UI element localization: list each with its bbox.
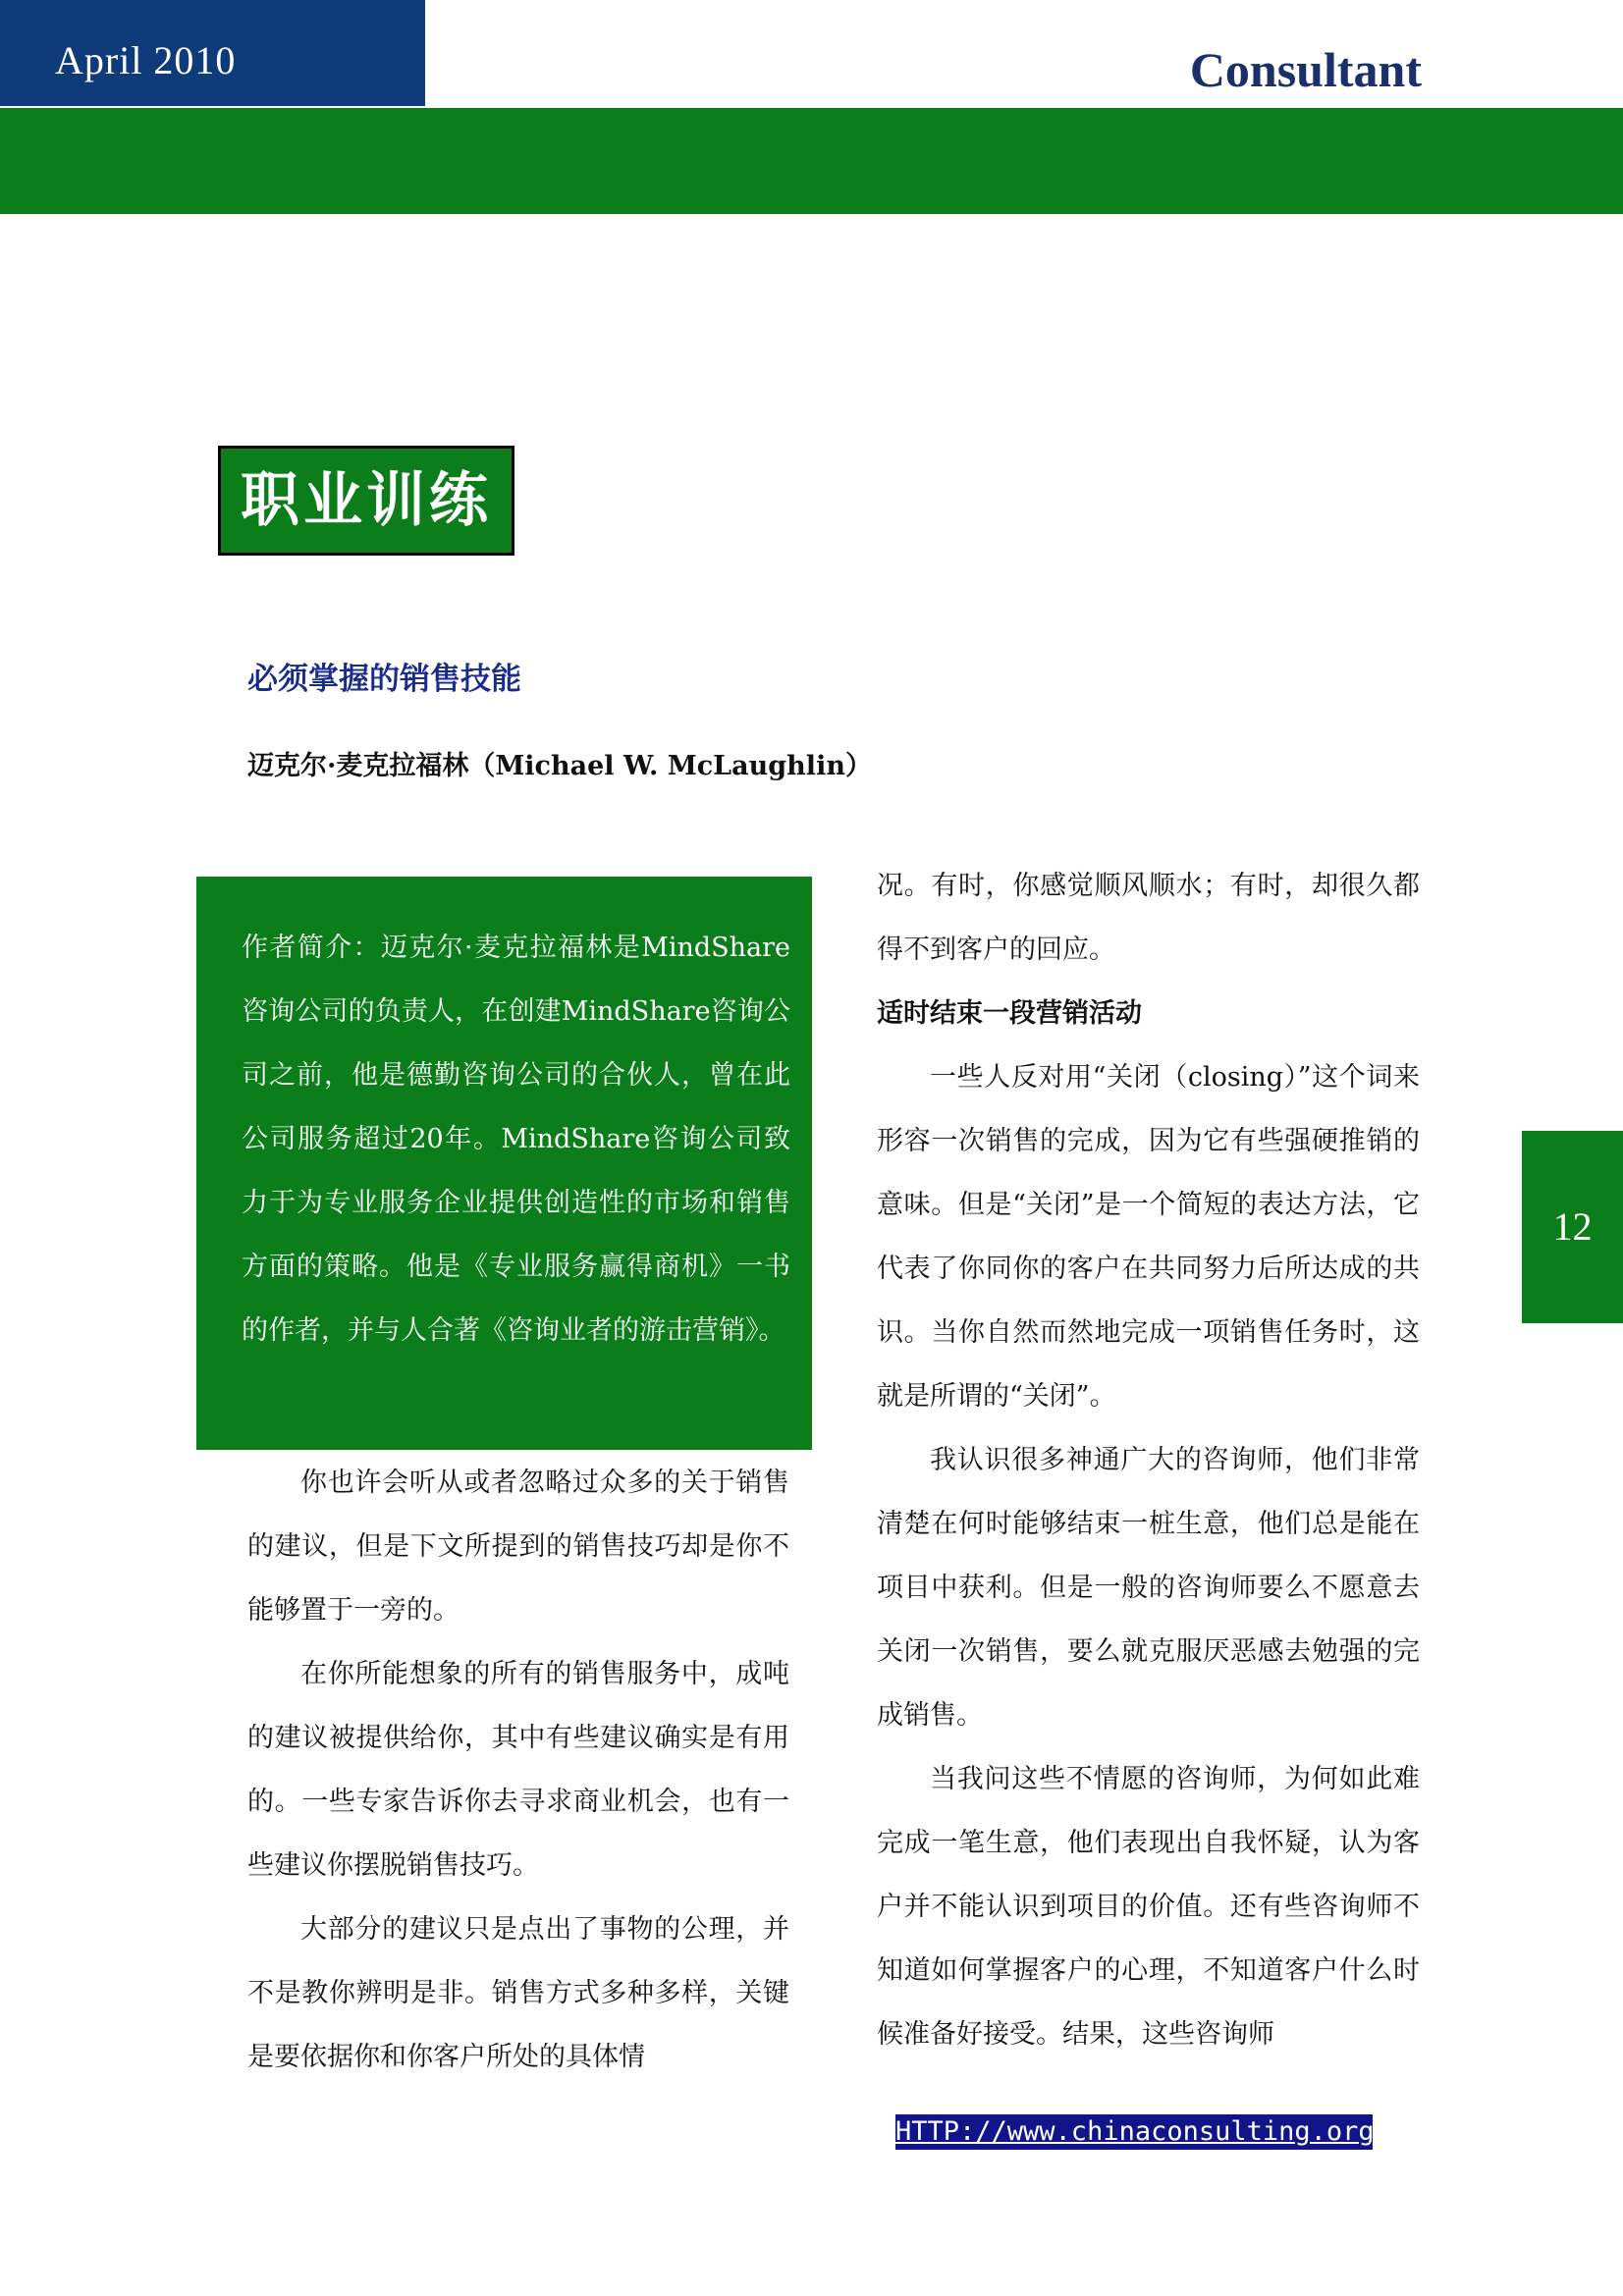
section-title: 职业训练: [218, 446, 514, 556]
article-author: 迈克尔·麦克拉福林（Michael W. McLaughlin）: [247, 751, 872, 781]
body-paragraph: 一些人反对用“关闭（closing）”这个词来形容一次销售的完成，因为它有些强硬推销的意味。但是“关闭”是一个简短的表达方法，它代表了你同你的客户在共同努力后所达成的共识。当你自然而然地完成一项销售任务时，这就是所谓的“关闭”。: [877, 1062, 1420, 1412]
header-date-block: [0, 0, 425, 106]
website-link[interactable]: HTTP://www.chinaconsulting.org.cn: [895, 2114, 1373, 2150]
header-green-band: [0, 108, 1623, 214]
body-paragraph: 你也许会听从或者忽略过众多的关于销售的建议，但是下文所提到的销售技巧却是你不能够置于一旁的。: [247, 1468, 789, 1626]
author-bio-box: [196, 877, 812, 1450]
magazine-brand: Consultant: [1189, 42, 1422, 97]
body-paragraph: 我认识很多神通广大的咨询师，他们非常清楚在何时能够结束一桩生意，他们总是能在项目中获利。但是一般的咨询师要么不愿意去关闭一次销售，要么就克服厌恶感去勉强的完成销售。: [877, 1445, 1420, 1731]
issue-date: April 2010: [55, 38, 237, 82]
page-number: 12: [1552, 1204, 1593, 1249]
body-paragraph-continuation: 况。有时，你感觉顺风顺水；有时，却很久都得不到客户的回应。: [877, 871, 1420, 965]
author-bio-text: 作者简介：迈克尔·麦克拉福林是MindShare咨询公司的负责人，在创建MindShare咨询公司之前，他是德勤咨询公司的合伙人，曾在此公司服务超过20年。MindShare咨询公司致力于为专业服务企业提供创造性的市场和销售方面的策略。他是《专业服务赢得商机》一书的作者，并与人合著《咨询业者的游击营销》。: [242, 933, 790, 1346]
page-number-tab: [1522, 1131, 1623, 1323]
body-paragraph: 大部分的建议只是点出了事物的公理，并不是教你辨明是非。销售方式多种多样，关键是要依据你和你客户所处的具体情: [247, 1914, 789, 2072]
article-title: 必须掌握的销售技能: [247, 662, 521, 697]
left-column: [247, 1451, 789, 2089]
body-paragraph: 在你所能想象的所有的销售服务中，成吨的建议被提供给你，其中有些建议确实是有用的。一些专家告诉你去寻求商业机会，也有一些建议你摆脱销售技巧。: [247, 1659, 789, 1881]
body-paragraph: 当我问这些不情愿的咨询师，为何如此难完成一笔生意，他们表现出自我怀疑，认为客户并不能认识到项目的价值。还有些咨询师不知道如何掌握客户的心理，不知道客户什么时候准备好接受。结果，这些咨询师: [877, 1764, 1420, 2050]
article-subheading: 适时结束一段营销活动: [877, 998, 1142, 1029]
right-column: [877, 854, 1420, 2066]
